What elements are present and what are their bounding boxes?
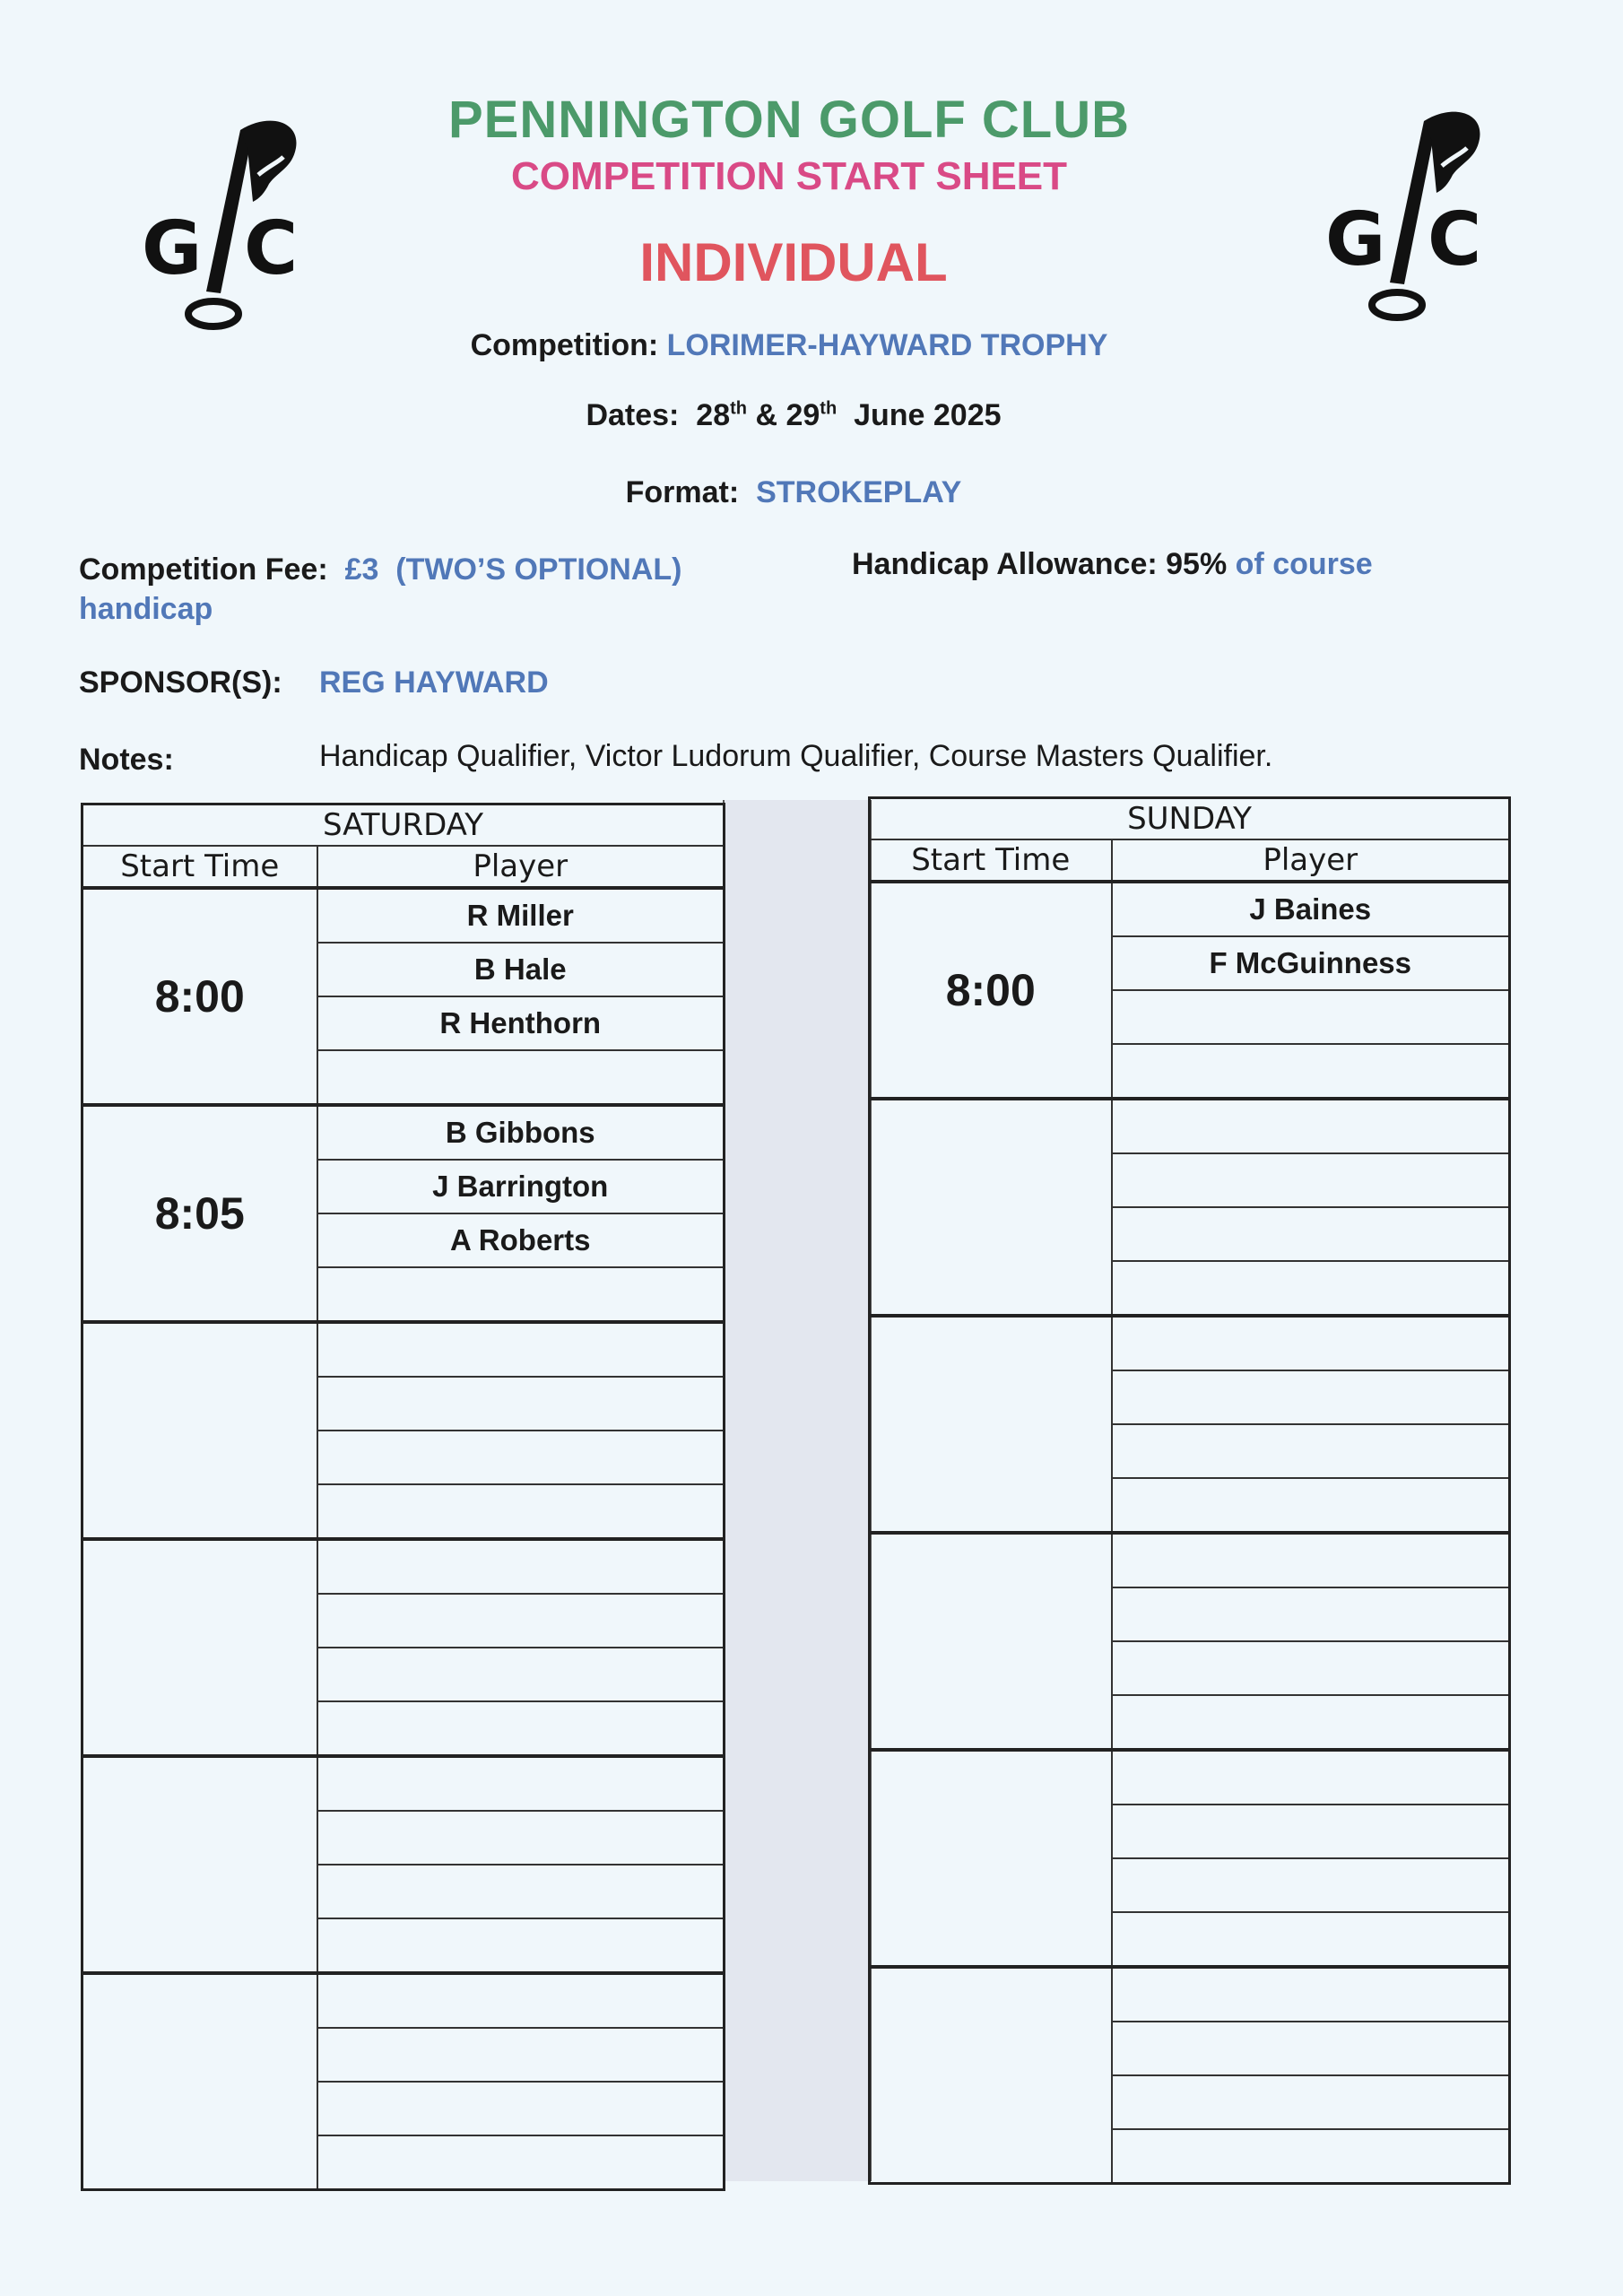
- dates-line: [0, 398, 1587, 433]
- player-cell: [317, 1973, 725, 2028]
- sponsor-value: REG HAYWARD: [319, 665, 549, 700]
- allowance-label: Handicap Allowance: 95%: [852, 547, 1228, 581]
- allowance-value: of course: [1235, 547, 1373, 581]
- format-line: [0, 475, 1587, 510]
- player-cell: B Gibbons: [317, 1105, 725, 1160]
- player-cell: [1112, 1912, 1510, 1967]
- logo-letter-c: C: [244, 206, 299, 291]
- player-cell: [317, 1267, 725, 1322]
- format-value: STROKEPLAY: [756, 475, 962, 509]
- player-cell: [317, 1918, 725, 1973]
- start-time-cell: [82, 1756, 317, 1973]
- dates-label: Dates:: [586, 398, 680, 432]
- player-cell: [317, 1811, 725, 1865]
- sunday-table: [868, 796, 1511, 2185]
- player-cell: [1112, 2129, 1510, 2184]
- table-row: [870, 882, 1510, 936]
- club-title: PENNINGTON GOLF CLUB: [447, 91, 1131, 149]
- player-cell: [1112, 1424, 1510, 1478]
- start-time-cell: [870, 1967, 1112, 2184]
- player-cell: [317, 2135, 725, 2190]
- start-time-cell: [82, 1539, 317, 1756]
- start-time-cell: [82, 1322, 317, 1539]
- logo-letter-c: C: [1428, 197, 1482, 283]
- fee-continuation: handicap: [79, 592, 213, 626]
- player-cell: [1112, 1207, 1510, 1261]
- player-cell: J Barrington: [317, 1160, 725, 1213]
- player-cell: [1112, 1044, 1510, 1099]
- player-cell: [1112, 1099, 1510, 1153]
- start-time-header: Start Time: [870, 839, 1112, 882]
- competition-label: Competition:: [470, 328, 659, 362]
- table-row: [82, 1756, 725, 1811]
- table-row: [82, 1973, 725, 2028]
- sunday-heading: SUNDAY: [870, 798, 1510, 840]
- format-label: Format:: [625, 475, 740, 509]
- start-time-cell: [870, 1750, 1112, 1967]
- player-header: Player: [317, 846, 725, 888]
- player-cell: B Hale: [317, 943, 725, 996]
- table-row: [82, 1539, 725, 1594]
- fee-label: Competition Fee:: [79, 552, 328, 587]
- start-time-cell: [870, 1099, 1112, 1316]
- competition-value: LORIMER-HAYWARD TROPHY: [666, 328, 1108, 362]
- player-cell: [317, 1756, 725, 1811]
- player-cell: [317, 1865, 725, 1918]
- player-cell: [317, 1431, 725, 1484]
- competition-line: [0, 328, 1578, 363]
- player-cell: [1112, 1750, 1510, 1805]
- dates-month: June 2025: [854, 398, 1002, 432]
- player-cell: [317, 1484, 725, 1539]
- player-cell: [317, 1050, 725, 1105]
- dates-amp: &: [755, 398, 778, 432]
- player-cell: [317, 2082, 725, 2135]
- player-cell: [1112, 1153, 1510, 1207]
- player-cell: [317, 1322, 725, 1377]
- player-cell: [317, 1594, 725, 1648]
- player-cell: [317, 2028, 725, 2082]
- fee-value: £3 (TWO’S OPTIONAL): [344, 552, 682, 587]
- player-cell: [1112, 1695, 1510, 1750]
- player-cell: R Miller: [317, 888, 725, 943]
- start-time-cell: [870, 1316, 1112, 1533]
- player-cell: [1112, 2022, 1510, 2075]
- player-cell: [317, 1648, 725, 1701]
- player-cell: [1112, 1261, 1510, 1316]
- sheet-title: COMPETITION START SHEET: [510, 154, 1068, 198]
- table-row: [870, 1967, 1510, 2022]
- start-time-cell: 8:00: [870, 882, 1112, 1099]
- saturday-heading: SATURDAY: [82, 804, 725, 847]
- start-time-header: Start Time: [82, 846, 317, 888]
- player-cell: [1112, 1478, 1510, 1533]
- allowance-line: [852, 547, 1373, 582]
- player-cell: [1112, 990, 1510, 1044]
- table-row: [82, 888, 725, 943]
- table-row: [870, 1099, 1510, 1153]
- table-row: [82, 1322, 725, 1377]
- notes-value: Handicap Qualifier, Victor Ludorum Qualifier, Course Masters Qualifier.: [319, 739, 1273, 773]
- start-time-cell: 8:00: [82, 888, 317, 1105]
- player-cell: [1112, 1805, 1510, 1858]
- table-row: [870, 1533, 1510, 1587]
- start-time-cell: 8:05: [82, 1105, 317, 1322]
- center-gap: [723, 800, 872, 2181]
- table-row: [82, 1105, 725, 1160]
- date-day-2: 29: [785, 398, 820, 432]
- player-cell: [317, 1701, 725, 1756]
- logo-letter-g: G: [142, 206, 203, 291]
- player-cell: R Henthorn: [317, 996, 725, 1050]
- player-header: Player: [1112, 839, 1510, 882]
- table-row: [870, 1316, 1510, 1370]
- player-cell: [1112, 1587, 1510, 1641]
- date-day-1: 28: [696, 398, 731, 432]
- player-cell: [1112, 2075, 1510, 2129]
- player-cell: [317, 1377, 725, 1431]
- player-cell: [317, 1539, 725, 1594]
- player-cell: F McGuinness: [1112, 936, 1510, 990]
- saturday-table: [81, 803, 725, 2191]
- player-cell: [1112, 1967, 1510, 2022]
- competition-type: INDIVIDUAL: [639, 232, 948, 292]
- date-suffix-1: th: [730, 398, 747, 419]
- start-time-cell: [870, 1533, 1112, 1750]
- player-cell: A Roberts: [317, 1213, 725, 1267]
- player-cell: [1112, 1858, 1510, 1912]
- player-cell: [1112, 1316, 1510, 1370]
- table-row: [870, 1750, 1510, 1805]
- notes-label: Notes:: [79, 743, 174, 777]
- date-suffix-2: th: [820, 398, 838, 419]
- player-cell: J Baines: [1112, 882, 1510, 936]
- fee-line: [79, 552, 681, 587]
- sponsor-label: SPONSOR(S):: [79, 665, 282, 700]
- logo-letter-g: G: [1325, 197, 1386, 283]
- player-cell: [1112, 1641, 1510, 1695]
- player-cell: [1112, 1370, 1510, 1424]
- start-time-cell: [82, 1973, 317, 2190]
- player-cell: [1112, 1533, 1510, 1587]
